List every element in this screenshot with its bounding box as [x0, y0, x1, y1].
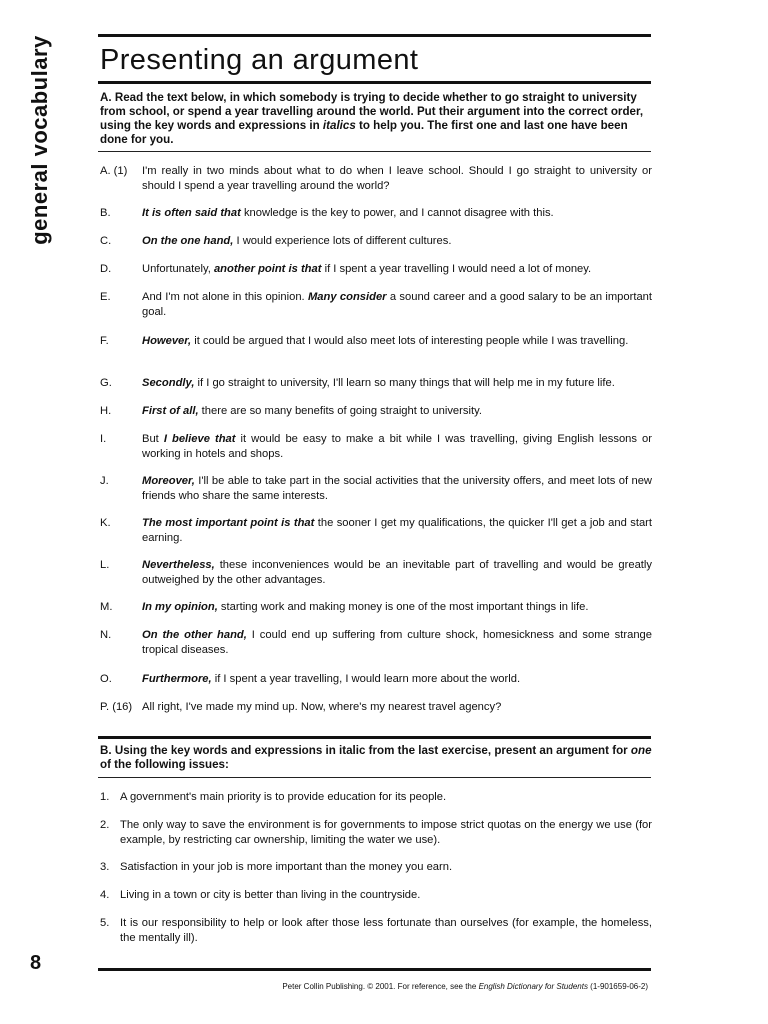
item-body: I'm really in two minds about what to do when I leave school. Should I go straight to university or should I spend a year travelling around the world? [142, 165, 652, 192]
footer-italic: English Dictionary for Students [478, 982, 588, 991]
list-item [100, 376, 652, 391]
list-item [100, 404, 652, 419]
item-prefix: Unfortunately, [142, 263, 214, 275]
item-keyword: Many consider [307, 291, 387, 303]
item-label: A. (1) [100, 165, 128, 177]
page-number: 8 [30, 952, 42, 974]
item-text [142, 432, 652, 461]
list-item [100, 234, 652, 249]
item-label: I. [100, 433, 107, 445]
list-item [100, 432, 652, 461]
instruction-text-end: to help you. The first one and last one have been done for you. [100, 119, 628, 146]
issue-text: The only way to save the environment is for governments to impose strict quotas on the energy we use (for example, by restricting car ownership, limiting the water we use). [120, 819, 652, 846]
issue-item [100, 860, 652, 875]
issue-text: Satisfaction in your job is more important than the money you earn. [120, 861, 453, 873]
item-body: if I spent a year travelling, I would learn more about the world. [211, 673, 521, 685]
instruction-text: A. Read the text below, in which somebody is trying to decide whether to go straight to university from school, or spend a year travelling around the world. Put their argument into the correct order, using the key words and expressions in [100, 91, 644, 132]
list-item [100, 700, 652, 715]
item-keyword: Moreover, [142, 475, 195, 487]
item-body: these inconveniences would be an inevitable part of travelling and would be greatly outweighed by the other advantages. [142, 559, 652, 586]
item-text [142, 334, 652, 349]
item-text [142, 516, 652, 545]
item-label: G. [100, 377, 112, 389]
item-text [142, 206, 652, 221]
item-text [142, 290, 652, 319]
item-prefix: But [142, 433, 164, 445]
item-label: L. [100, 559, 110, 571]
list-item [100, 206, 652, 221]
item-text [142, 628, 652, 657]
footer-text: Peter Collin Publishing. © 2001. For reference, see the [282, 982, 479, 991]
item-keyword: However, [142, 335, 192, 347]
issue-text: A government's main priority is to provide education for its people. [120, 791, 447, 803]
issue-item [100, 916, 652, 945]
item-text [142, 600, 652, 615]
list-item [100, 672, 652, 687]
item-body: if I spent a year travelling I would need a lot of money. [321, 263, 592, 275]
page-title: Presenting an argument [100, 44, 419, 76]
section-b-instruction [100, 744, 652, 772]
side-label-text: general vocabulary [27, 35, 52, 245]
footer [282, 982, 648, 991]
item-keyword: Furthermore, [142, 673, 212, 685]
item-keyword: On the other hand, [142, 629, 247, 641]
item-body: if I go straight to university, I'll learn so many things that will help me in my future life. [194, 377, 615, 389]
item-body: a sound career and a good salary to be an important goal. [142, 291, 653, 318]
instruction-text: B. Using the key words and expressions in italic from the last exercise, present an argument for [100, 744, 631, 757]
item-keyword: First of all, [142, 405, 199, 417]
item-keyword: Secondly, [142, 377, 195, 389]
item-keyword: The most important point is that [142, 517, 315, 529]
item-text [142, 474, 652, 503]
list-item [100, 164, 652, 193]
list-item [100, 558, 652, 587]
item-label: E. [100, 291, 111, 303]
issue-number: 2. [100, 819, 110, 831]
list-item [100, 334, 652, 349]
issue-text: Living in a town or city is better than living in the countryside. [120, 889, 421, 901]
list-item [100, 474, 652, 503]
issue-number: 4. [100, 889, 110, 901]
item-body: I could end up suffering from culture shock, homesickness and some strange tropical diseases. [142, 629, 652, 656]
item-body: All right, I've made my mind up. Now, where's my nearest travel agency? [142, 701, 502, 713]
item-label: M. [100, 601, 113, 613]
section-a-instruction [100, 91, 652, 147]
item-label: H. [100, 405, 112, 417]
item-text [142, 404, 652, 419]
item-label: N. [100, 629, 112, 641]
section-a-rule [98, 151, 651, 152]
item-body: I would experience lots of different cultures. [233, 235, 452, 247]
title-rule [98, 81, 651, 84]
issue-text: It is our responsibility to help or look after those less fortunate than ourselves (for example, the homeless, the mentally ill). [120, 917, 652, 944]
item-text [142, 376, 652, 391]
instruction-text-end: of the following issues: [100, 758, 229, 771]
item-label: K. [100, 517, 111, 529]
instruction-italic: one [630, 744, 652, 757]
item-keyword: another point is that [213, 263, 322, 275]
item-label: F. [100, 335, 109, 347]
item-keyword: In my opinion, [142, 601, 218, 613]
item-label: D. [100, 263, 112, 275]
item-prefix: And I'm not alone in this opinion. [142, 291, 308, 303]
item-text [142, 234, 652, 249]
item-keyword: I believe that [163, 433, 236, 445]
instruction-italic: italics [322, 119, 356, 132]
item-label: C. [100, 235, 112, 247]
top-rule [98, 34, 651, 37]
item-text [142, 672, 652, 687]
issue-item [100, 790, 652, 805]
section-b-rule [98, 777, 651, 778]
item-keyword: On the one hand, [142, 235, 234, 247]
list-item [100, 290, 652, 319]
issue-item [100, 888, 652, 903]
item-label: P. (16) [100, 701, 133, 713]
item-label: B. [100, 207, 111, 219]
item-body: it could be argued that I would also meet lots of interesting people while I was travelling. [191, 335, 629, 347]
bottom-rule [98, 968, 651, 971]
item-body: knowledge is the key to power, and I cannot disagree with this. [240, 207, 554, 219]
issue-number: 1. [100, 791, 110, 803]
list-item [100, 600, 652, 615]
item-text [142, 262, 652, 277]
item-keyword: Nevertheless, [142, 559, 215, 571]
item-keyword: It is often said that [142, 207, 241, 219]
list-item [100, 262, 652, 277]
issue-item [100, 818, 652, 847]
side-label [20, 30, 60, 250]
footer-text-end: (1-901659-06-2) [587, 982, 648, 991]
issue-number: 3. [100, 861, 110, 873]
item-body: starting work and making money is one of the most important things in life. [217, 601, 589, 613]
item-text [142, 700, 652, 715]
item-label: J. [100, 475, 109, 487]
item-body: I'll be able to take part in the social activities that the university offers, and meet lots of new friends who share the same interests. [142, 475, 652, 502]
list-item [100, 628, 652, 657]
item-text [142, 558, 652, 587]
issue-number: 5. [100, 917, 110, 929]
item-body: it would be easy to make a bit while I was travelling, giving English lessons or working in hotels and shops. [142, 433, 652, 460]
item-body: the sooner I get my qualifications, the quicker I'll get a job and start earning. [142, 517, 652, 544]
item-body: there are so many benefits of going straight to university. [198, 405, 482, 417]
item-label: O. [100, 673, 112, 685]
section-b-top-rule [98, 736, 651, 739]
item-text [142, 164, 652, 193]
list-item [100, 516, 652, 545]
